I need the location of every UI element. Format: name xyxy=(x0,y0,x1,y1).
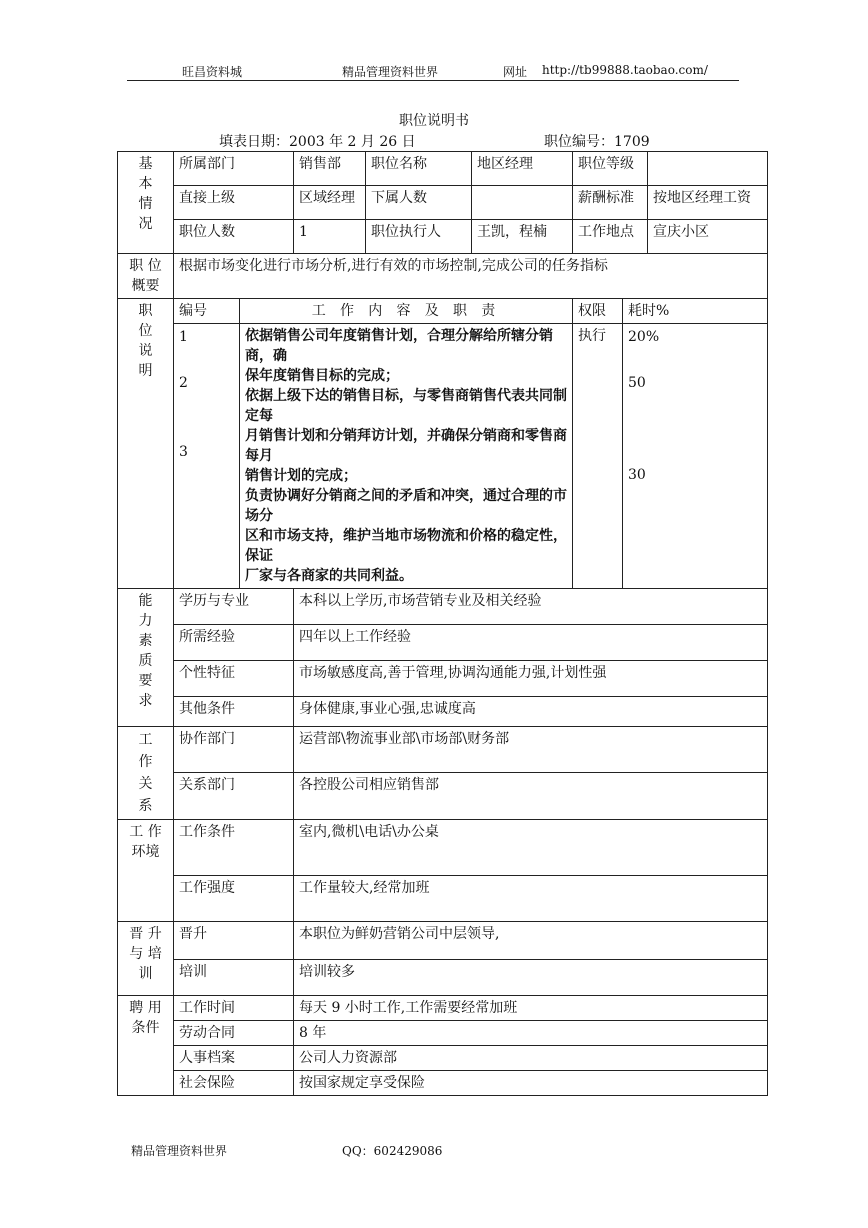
salary-label: 薪酬标准 xyxy=(573,186,648,220)
duties-col-time: 耗时% xyxy=(623,299,768,324)
holder-value: 王凯，程楠 xyxy=(472,220,573,254)
salary-value: 按地区经理工资 xyxy=(648,186,768,220)
ability-row xyxy=(118,697,768,727)
supervisor-label: 直接上级 xyxy=(174,186,294,220)
duty-time: 20% xyxy=(628,329,660,345)
environment-value: 室内,微机\电话\办公桌 xyxy=(294,820,768,876)
duty-time: 30 xyxy=(628,467,646,483)
environment-label: 工作强度 xyxy=(174,876,294,922)
ability-value: 四年以上工作经验 xyxy=(294,625,768,661)
employment-value: 按国家规定享受保险 xyxy=(294,1071,768,1096)
relation-value: 运营部\物流事业部\市场部\财务部 xyxy=(294,727,768,773)
basic-row-2 xyxy=(118,186,768,220)
environment-section-label: 工 作 环境 xyxy=(118,820,174,922)
employment-row xyxy=(118,1071,768,1096)
promotion-value: 培训较多 xyxy=(294,960,768,996)
relation-label: 关系部门 xyxy=(174,772,294,819)
duties-header-row xyxy=(118,299,768,324)
footer-site: 精品管理资料世界 xyxy=(131,1144,228,1158)
basic-row-3 xyxy=(118,220,768,254)
duty-content: 依据销售公司年度销售计划，合理分解给所辖分销商，确 保年度销售目标的完成； 依据上级下达的销售目标，与零售商销售代表共同制定每 月销售计划和分销拜访计划，并确保分销商和零售商每月 销售计划的完成； 负责协调好分销商之间的矛盾和冲突，通过合理的市场分 区和市场支持，维护当地市场物流和价格的稳定性，保证 厂家与各商家的共同利益。 xyxy=(240,324,573,589)
employment-row xyxy=(118,1021,768,1046)
document-title: 职位说明书 xyxy=(399,113,469,129)
employment-label: 社会保险 xyxy=(174,1071,294,1096)
employment-row xyxy=(118,1046,768,1071)
supervisor-value: 区域经理 xyxy=(294,186,366,220)
summary-row xyxy=(118,254,768,299)
header-site-name: 旺昌资料城 xyxy=(182,65,243,79)
ability-label: 个性特征 xyxy=(174,661,294,697)
employment-row xyxy=(118,996,768,1021)
ability-label: 其他条件 xyxy=(174,697,294,727)
employment-value: 公司人力资源部 xyxy=(294,1046,768,1071)
job-description-table xyxy=(117,151,768,1096)
duty-numbers xyxy=(174,324,240,589)
dept-value: 销售部 xyxy=(294,152,366,186)
job-name-value: 地区经理 xyxy=(472,152,573,186)
holder-label: 职位执行人 xyxy=(366,220,472,254)
environment-row xyxy=(118,820,768,876)
header-slogan: 精品管理资料世界 xyxy=(342,65,439,79)
employment-label: 人事档案 xyxy=(174,1046,294,1071)
fill-date: 填表日期：2003 年 2 月 26 日 xyxy=(219,134,416,150)
dept-label: 所属部门 xyxy=(174,152,294,186)
headcount-label: 职位人数 xyxy=(174,220,294,254)
promotion-value: 本职位为鲜奶营销公司中层领导, xyxy=(294,922,768,960)
headcount-value: 1 xyxy=(294,220,366,254)
duty-number: 2 xyxy=(179,375,188,391)
promotion-label: 晋升 xyxy=(174,922,294,960)
subordinates-label: 下属人数 xyxy=(366,186,472,220)
basic-row-1 xyxy=(118,152,768,186)
job-level-label: 职位等级 xyxy=(573,152,648,186)
promotion-row xyxy=(118,960,768,996)
employment-label: 工作时间 xyxy=(174,996,294,1021)
duty-time: 50 xyxy=(628,375,646,391)
ability-value: 市场敏感度高,善于管理,协调沟通能力强,计划性强 xyxy=(294,661,768,697)
location-label: 工作地点 xyxy=(573,220,648,254)
employment-value: 每天 9 小时工作,工作需要经常加班 xyxy=(294,996,768,1021)
ability-row xyxy=(118,661,768,697)
promotion-label: 培训 xyxy=(174,960,294,996)
relations-section-label: 工 作 关 系 xyxy=(118,727,174,820)
employment-value: 8 年 xyxy=(294,1021,768,1046)
job-number: 职位编号：1709 xyxy=(544,134,650,150)
ability-value: 本科以上学历,市场营销专业及相关经验 xyxy=(294,589,768,625)
ability-row xyxy=(118,589,768,625)
job-name-label: 职位名称 xyxy=(366,152,472,186)
duties-col-authority: 权限 xyxy=(573,299,623,324)
subordinates-value xyxy=(472,186,573,220)
duty-number: 1 xyxy=(179,329,188,345)
duties-col-content: 工 作 内 容 及 职 责 xyxy=(240,299,573,324)
footer-qq: QQ：602429086 xyxy=(342,1144,443,1158)
duties-body-row xyxy=(118,324,768,589)
employment-section-label: 聘 用 条件 xyxy=(118,996,174,1096)
ability-section-label: 能 力 素 质 要 求 xyxy=(118,589,174,727)
relation-label: 协作部门 xyxy=(174,727,294,773)
relation-value: 各控股公司相应销售部 xyxy=(294,772,768,819)
ability-row xyxy=(118,625,768,661)
relation-row xyxy=(118,772,768,819)
location-value: 宣庆小区 xyxy=(648,220,768,254)
duties-section-label: 职 位 说 明 xyxy=(118,299,174,589)
promotion-row xyxy=(118,922,768,960)
environment-value: 工作量较大,经常加班 xyxy=(294,876,768,922)
ability-label: 学历与专业 xyxy=(174,589,294,625)
ability-label: 所需经验 xyxy=(174,625,294,661)
summary-section-label: 职 位 概要 xyxy=(118,254,174,299)
basic-section-label: 基 本 情 况 xyxy=(118,152,174,254)
duty-times xyxy=(623,324,768,589)
promotion-section-label: 晋 升 与 培 训 xyxy=(118,922,174,996)
employment-label: 劳动合同 xyxy=(174,1021,294,1046)
duty-number: 3 xyxy=(179,444,188,460)
duty-authority: 执行 xyxy=(573,324,623,589)
relation-row xyxy=(118,727,768,773)
header-divider xyxy=(127,80,739,81)
header-url[interactable]: http://tb99888.taobao.com/ xyxy=(542,63,708,77)
ability-value: 身体健康,事业心强,忠诚度高 xyxy=(294,697,768,727)
job-level-value xyxy=(648,152,768,186)
duties-col-number: 编号 xyxy=(174,299,240,324)
environment-label: 工作条件 xyxy=(174,820,294,876)
header-url-label: 网址 xyxy=(503,65,528,79)
summary-text: 根据市场变化进行市场分析,进行有效的市场控制,完成公司的任务指标 xyxy=(174,254,768,299)
environment-row xyxy=(118,876,768,922)
